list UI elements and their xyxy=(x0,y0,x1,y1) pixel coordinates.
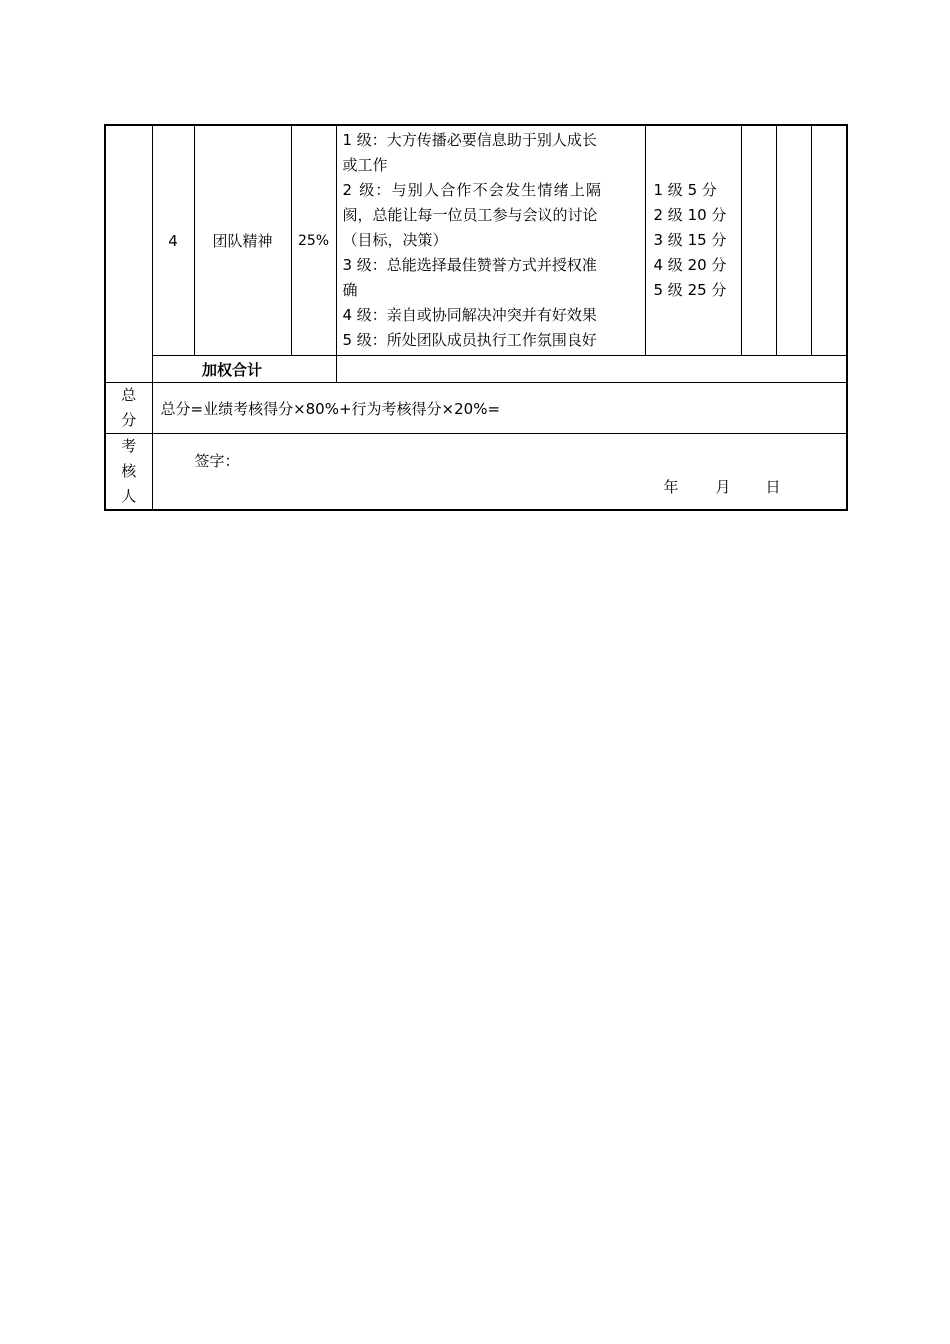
level-line: 4 级：亲自或协同解决冲突并有好效果 xyxy=(342,306,597,324)
score-line: 4 级 20 分 xyxy=(653,256,727,274)
assessment-table xyxy=(104,124,848,511)
weighted-total-value[interactable] xyxy=(336,356,847,383)
level-descriptions xyxy=(336,125,645,356)
table-row xyxy=(105,125,847,356)
date-month-label: 月 xyxy=(715,478,731,496)
date-year-label: 年 xyxy=(663,478,679,496)
reviewer-row xyxy=(105,434,847,511)
level-line: 5 级：所处团队成员执行工作氛围良好 xyxy=(342,331,597,349)
score-line: 3 级 15 分 xyxy=(653,231,727,249)
total-row xyxy=(105,383,847,434)
level-line: 2 级：与别人合作不会发生情绪上隔 xyxy=(342,181,603,199)
score-entry-cell[interactable] xyxy=(776,125,811,356)
score-line: 5 级 25 分 xyxy=(653,281,727,299)
level-line: （目标，决策） xyxy=(342,231,448,249)
weighted-total-row xyxy=(105,356,847,383)
level-line: 或工作 xyxy=(342,156,388,174)
level-line: 确 xyxy=(342,281,358,299)
category-cell xyxy=(105,125,152,383)
level-line: 1 级：大方传播必要信息助于别人成长 xyxy=(342,131,597,149)
level-line: 阂，总能让每一位员工参与会议的讨论 xyxy=(342,206,598,224)
score-scale xyxy=(645,125,741,356)
total-label: 总 分 xyxy=(105,383,152,434)
signature-label: 签字： xyxy=(194,452,240,470)
score-line: 1 级 5 分 xyxy=(653,181,717,199)
weighted-total-label: 加权合计 xyxy=(152,356,336,383)
score-entry-cell[interactable] xyxy=(811,125,847,356)
score-entry-cell[interactable] xyxy=(741,125,776,356)
score-line: 2 级 10 分 xyxy=(653,206,727,224)
reviewer-label: 考 核 人 xyxy=(105,434,152,511)
date-day-label: 日 xyxy=(765,478,781,496)
signature-area[interactable] xyxy=(152,434,847,511)
item-number: 4 xyxy=(152,125,194,356)
item-name: 团队精神 xyxy=(194,125,291,356)
total-formula: 总分=业绩考核得分×80%+行为考核得分×20%= xyxy=(152,383,847,434)
item-weight: 25% xyxy=(291,125,336,356)
level-line: 3 级：总能选择最佳赞誉方式并授权准 xyxy=(342,256,597,274)
